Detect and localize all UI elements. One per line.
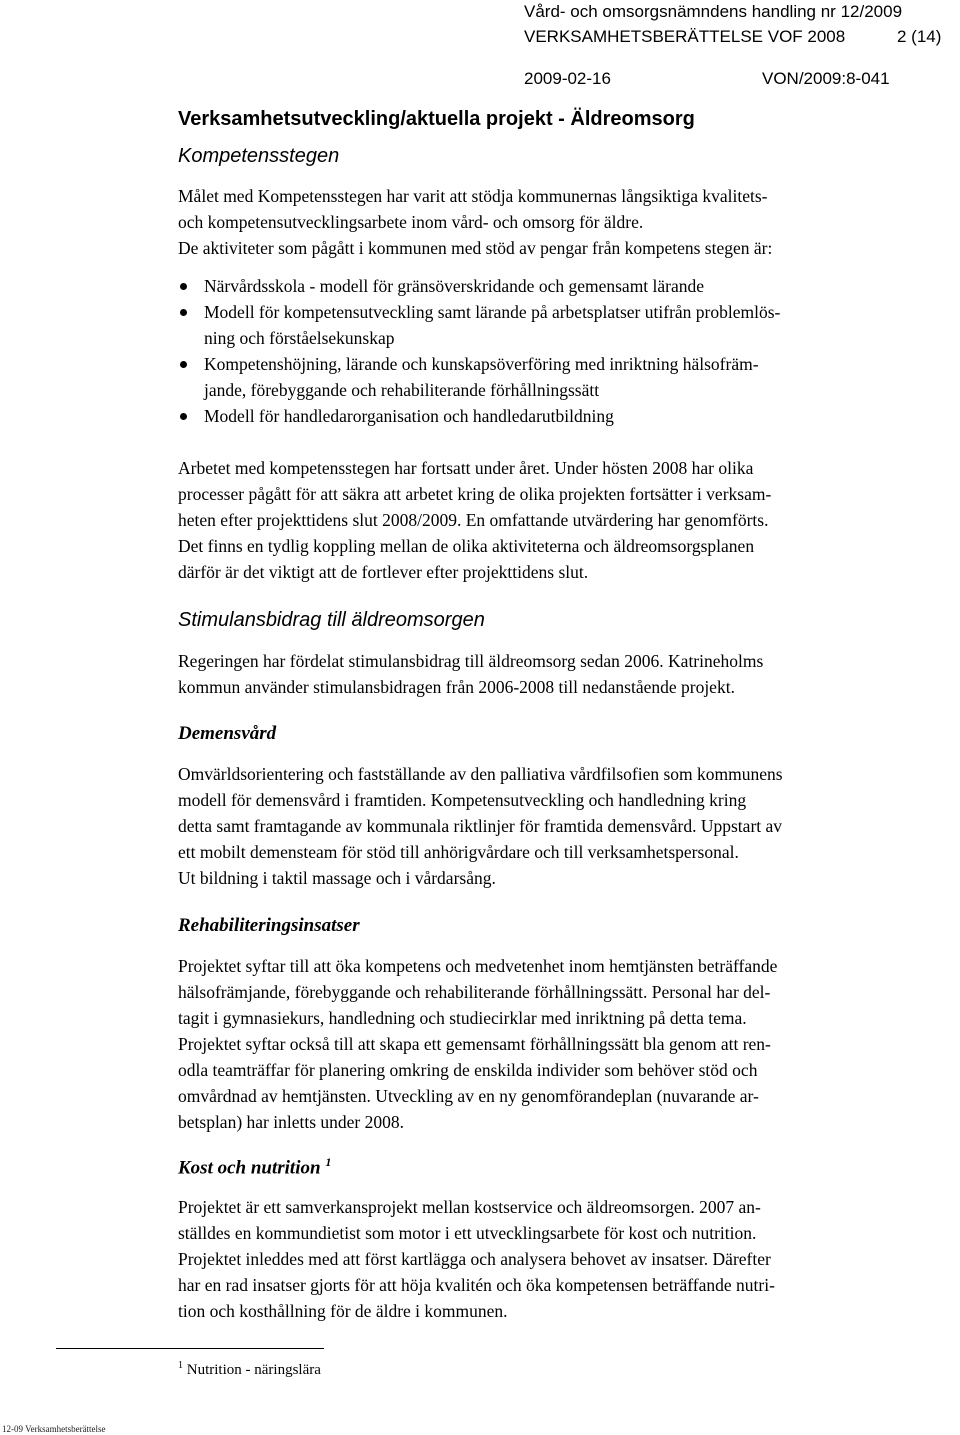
text-line: Projektet inleddes med att först kartlägga och analysera behovet av insatser. Därefter xyxy=(178,1249,771,1269)
doc-reference: VON/2009:8-041 xyxy=(762,69,890,88)
text-line: Projektet syftar till att öka kompetens och medvetenhet inom hemtjänsten beträffande xyxy=(178,956,778,976)
text-line: Arbetet med kompetensstegen har fortsatt under året. Under hösten 2008 har olika xyxy=(178,458,754,478)
text-line: Ut bildning i taktil massage och i vårdarsång. xyxy=(178,868,496,888)
text-line: Det finns en tydlig koppling mellan de olika aktiviteterna och äldreomsorgsplanen xyxy=(178,536,755,556)
heading-demensvard: Demensvård xyxy=(178,723,277,744)
heading-kompetensstegen: Kompetensstegen xyxy=(178,145,340,167)
heading-text: Kost och nutrition xyxy=(178,1157,321,1179)
heading-stimulansbidrag: Stimulansbidrag till äldreomsorgen xyxy=(178,609,485,631)
text-line: modell för demensvård i framtiden. Kompetensutveckling och handledning kring xyxy=(178,790,747,810)
activity-list xyxy=(178,273,948,429)
text-line: tagit i gymnasiekurs, handledning och studiecirklar med inriktning på detta tema. xyxy=(178,1008,747,1028)
text-line: Omvärldsorientering och fastställande av den palliativa vårdfilsofien som kommunens xyxy=(178,764,783,784)
heading-kost-nutrition xyxy=(178,1155,331,1179)
list-item xyxy=(178,273,948,299)
handling-line: Vård- och omsorgsnämndens handling nr 12/2009 xyxy=(524,2,903,21)
heading-rehabilitering: Rehabiliteringsinsatser xyxy=(178,915,360,936)
text-line: tion och kosthållning för de äldre i kommunen. xyxy=(178,1301,508,1321)
report-title: VERKSAMHETSBERÄTTELSE VOF 2008 xyxy=(524,27,846,46)
text-line: Projektet är ett samverkansprojekt mellan kostservice och äldreomsorgen. 2007 an- xyxy=(178,1197,761,1217)
text-line: och kompetensutvecklingsarbete inom vård- och omsorg för äldre. xyxy=(178,212,644,232)
text-line: Målet med Kompetensstegen har varit att stödja kommunernas långsiktiga kvalitets- xyxy=(178,186,768,206)
list-item xyxy=(178,403,948,429)
footnote-marker: 1 xyxy=(178,1360,183,1371)
text-line: därför är det viktigt att de fortlever efter projekttidens slut. xyxy=(178,562,589,582)
bullet-icon xyxy=(180,309,187,316)
page-number: 2 (14) xyxy=(897,27,942,46)
doc-date: 2009-02-16 xyxy=(524,69,611,88)
text-line: Modell för handledarorganisation och handledarutbildning xyxy=(204,406,614,426)
stimulans-body xyxy=(178,648,948,700)
kompetens-body xyxy=(178,455,948,585)
text-line: omvårdnad av hemtjänsten. Utveckling av en ny genomförandeplan (nuvarande ar- xyxy=(178,1086,759,1106)
rehab-body xyxy=(178,953,948,1135)
footnote-text: Nutrition - näringslära xyxy=(186,1362,321,1378)
bullet-icon xyxy=(180,283,187,290)
text-line: Kompetenshöjning, lärande och kunskapsöverföring med inriktning hälsofräm- xyxy=(204,354,759,374)
text-line: Närvårdsskola - modell för gränsöverskridande och gemensamt lärande xyxy=(204,276,705,296)
bullet-icon xyxy=(180,413,187,420)
section-title: Verksamhetsutveckling/aktuella projekt - Äldreomsorg xyxy=(178,108,695,130)
footnote xyxy=(178,1360,321,1379)
text-line: ett mobilt demensteam för stöd till anhörigvårdare och till verksamhetspersonal. xyxy=(178,842,739,862)
text-line: Projektet syftar också till att skapa ett gemensamt förhållningssätt bla genom att ren- xyxy=(178,1034,771,1054)
text-line: Regeringen har fördelat stimulansbidrag till äldreomsorg sedan 2006. Katrineholms xyxy=(178,651,764,671)
footnote-divider xyxy=(56,1348,324,1349)
text-line: betsplan) har inletts under 2008. xyxy=(178,1112,404,1132)
text-line: ställdes en kommundietist som motor i ett utvecklingsarbete för kost och nutrition. xyxy=(178,1223,757,1243)
page-footer: 12-09 Verksamhetsberättelse xyxy=(2,1424,106,1434)
text-line: jande, förebyggande och rehabiliterande förhållningssätt xyxy=(204,380,600,400)
text-line: odla teamträffar för planering omkring de enskilda individer som behöver stöd och xyxy=(178,1060,758,1080)
text-line: heten efter projekttidens slut 2008/2009. En omfattande utvärdering har genomförts. xyxy=(178,510,769,530)
text-line: kommun använder stimulansbidragen från 2006-2008 till nedanstående projekt. xyxy=(178,677,735,697)
text-line: ning och förståelsekunskap xyxy=(204,328,395,348)
bullet-icon xyxy=(180,361,187,368)
text-line: processer pågått för att säkra att arbetet kring de olika projekten fortsätter i verksam- xyxy=(178,484,772,504)
text-line: De aktiviteter som pågått i kommunen med stöd av pengar från kompetens stegen är: xyxy=(178,238,773,258)
list-item xyxy=(178,351,948,403)
text-line: har en rad insatser gjorts för att höja kvalitén och öka kompetensen beträffande nutri- xyxy=(178,1275,775,1295)
kost-body xyxy=(178,1194,948,1324)
text-line: hälsofrämjande, förebyggande och rehabiliterande förhållningssätt. Personal har del- xyxy=(178,982,771,1002)
kompetens-intro xyxy=(178,183,948,261)
demens-body xyxy=(178,761,948,891)
text-line: detta samt framtagande av kommunala riktlinjer för framtida demensvård. Uppstart av xyxy=(178,816,783,836)
text-line: Modell för kompetensutveckling samt lärande på arbetsplatser utifrån problemlös- xyxy=(204,302,781,322)
footnote-reference[interactable]: 1 xyxy=(325,1155,332,1169)
list-item xyxy=(178,299,948,351)
